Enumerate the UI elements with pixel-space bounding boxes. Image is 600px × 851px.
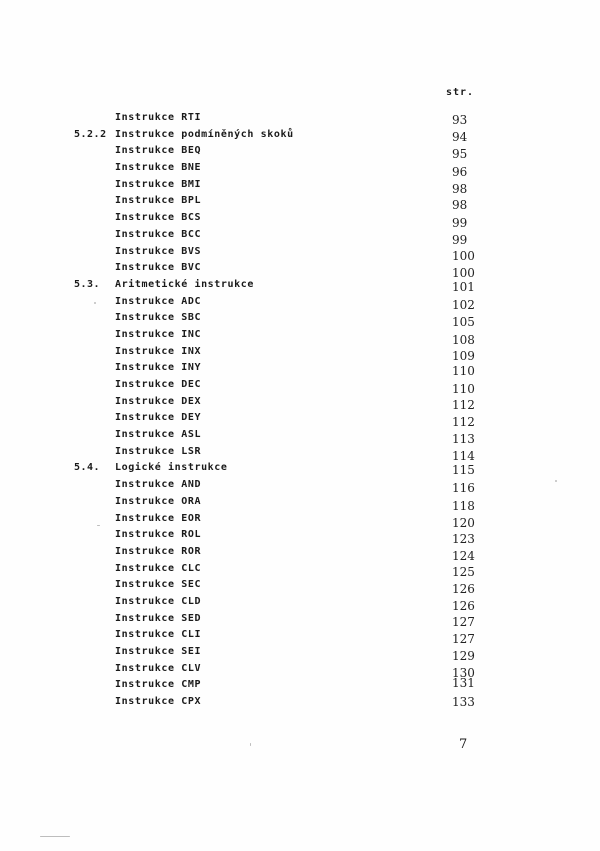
- toc-page-number: 126: [452, 598, 475, 613]
- toc-entry: [0, 346, 600, 363]
- toc-entry: [0, 279, 600, 296]
- toc-section-number: 5.4.: [74, 462, 101, 474]
- toc-entry-title: Instrukce DEX: [115, 395, 202, 407]
- toc-entry-title: Instrukce CLV: [115, 662, 202, 674]
- toc-entry: [0, 646, 600, 663]
- toc-entry-title: Instrukce ADC: [115, 295, 202, 307]
- scan-speck: [555, 480, 557, 482]
- toc-page-number: 113: [452, 432, 475, 447]
- toc-page-number: 98: [452, 181, 468, 196]
- toc-entry: [0, 696, 600, 713]
- toc-entry: [0, 663, 600, 680]
- toc-entry: [0, 462, 600, 479]
- toc-page-number: 131: [452, 676, 475, 691]
- page-number: 7: [459, 737, 468, 752]
- toc-entry: [0, 513, 600, 530]
- toc-entry-title: Instrukce BNE: [115, 162, 202, 174]
- toc-entry: [0, 179, 600, 196]
- toc-entry-title: Logické instrukce: [115, 462, 228, 474]
- toc-page-number: 125: [452, 564, 475, 579]
- toc-section-number: 5.2.2: [74, 128, 107, 140]
- toc-page-number: 130: [452, 665, 475, 680]
- toc-page-number: 110: [452, 364, 475, 379]
- toc-page-number: 94: [452, 129, 468, 144]
- toc-entry-title: Instrukce EOR: [115, 512, 202, 524]
- toc-page-number: 100: [452, 248, 475, 263]
- toc-entry-title: Instrukce BCS: [115, 212, 202, 224]
- toc-entry-title: Instrukce RTI: [115, 112, 202, 123]
- toc-entry-title: Instrukce SEI: [115, 646, 202, 657]
- toc-entry-title: Instrukce CMP: [115, 679, 202, 691]
- toc-page-number: 114: [452, 448, 475, 463]
- toc-page-number: 95: [452, 147, 468, 162]
- toc-entry: [0, 246, 600, 263]
- toc-page-number: 101: [452, 279, 475, 294]
- toc-page-number: 118: [452, 498, 475, 513]
- scan-speck: [94, 302, 96, 304]
- table-of-contents: [0, 112, 600, 713]
- toc-page-number: 96: [452, 165, 468, 180]
- toc-entry-title: Instrukce SED: [115, 612, 202, 624]
- toc-entry-title: Instrukce ROR: [115, 545, 202, 557]
- toc-entry-title: Instrukce podmíněných skoků: [115, 128, 294, 140]
- toc-page-number: 99: [452, 232, 468, 247]
- toc-entry-title: Instrukce INC: [115, 328, 202, 340]
- toc-entry-title: Instrukce DEY: [115, 412, 202, 424]
- toc-entry: [0, 112, 600, 129]
- toc-entry: [0, 563, 600, 580]
- toc-page-number: 105: [452, 315, 475, 330]
- toc-entry-title: Instrukce CLI: [115, 629, 202, 641]
- toc-entry-title: Instrukce AND: [115, 479, 202, 491]
- toc-page-number: 110: [452, 382, 475, 396]
- toc-entry-title: Instrukce ORA: [115, 495, 202, 507]
- toc-entry: [0, 212, 600, 229]
- toc-page-number: 133: [452, 695, 475, 710]
- toc-entry: [0, 129, 600, 146]
- toc-entry: [0, 429, 600, 446]
- toc-entry: [0, 229, 600, 246]
- toc-page-number: 108: [452, 332, 475, 347]
- toc-entry: [0, 296, 600, 313]
- toc-entry: [0, 479, 600, 496]
- toc-entry-title: Instrukce DEC: [115, 379, 202, 390]
- toc-entry-title: Instrukce BPL: [115, 195, 202, 207]
- toc-page-number: 129: [452, 649, 475, 663]
- toc-entry-title: Instrukce ROL: [115, 529, 202, 541]
- toc-entry-title: Instrukce CPX: [115, 696, 202, 708]
- toc-entry: [0, 613, 600, 630]
- toc-entry-title: Instrukce BCC: [115, 228, 202, 240]
- toc-page-number: 93: [452, 113, 468, 127]
- toc-entry-title: Instrukce BEQ: [115, 145, 202, 157]
- toc-entry: [0, 529, 600, 546]
- toc-entry: [0, 629, 600, 646]
- toc-page-number: 127: [452, 614, 475, 629]
- toc-entry: [0, 312, 600, 329]
- toc-page-number: 123: [452, 532, 475, 547]
- toc-entry-title: Instrukce CLD: [115, 595, 202, 607]
- toc-entry: [0, 262, 600, 279]
- toc-entry: [0, 676, 600, 696]
- toc-entry-title: Instrukce SBC: [115, 312, 202, 324]
- page-column-header: str.: [446, 87, 475, 98]
- toc-entry-title: Instrukce LSR: [115, 445, 202, 457]
- toc-entry: [0, 546, 600, 563]
- toc-entry: [0, 446, 600, 463]
- scan-speck: [97, 525, 100, 526]
- toc-entry-title: Instrukce CLC: [115, 562, 202, 574]
- toc-entry: [0, 396, 600, 413]
- toc-page-number: 116: [452, 481, 475, 496]
- toc-page-number: 100: [452, 266, 475, 281]
- toc-entry-title: Instrukce BVS: [115, 245, 202, 257]
- toc-entry: [0, 195, 600, 212]
- toc-page-number: 98: [452, 198, 468, 213]
- toc-entry-title: Instrukce INY: [115, 362, 202, 374]
- toc-page-number: 102: [452, 297, 475, 312]
- toc-page-number: 112: [452, 397, 475, 412]
- toc-entry-title: Instrukce BMI: [115, 178, 202, 190]
- toc-entry: [0, 145, 600, 162]
- toc-page-number: 115: [452, 463, 475, 478]
- toc-page-number: 112: [452, 415, 475, 430]
- toc-entry-title: Aritmetické instrukce: [115, 278, 255, 290]
- toc-section-number: 5.3.: [74, 278, 101, 290]
- toc-entry-title: Instrukce BVC: [115, 262, 202, 274]
- toc-entry-title: Instrukce ASL: [115, 429, 202, 441]
- toc-page-number: 127: [452, 632, 475, 647]
- scan-speck: [250, 743, 251, 746]
- toc-entry: [0, 579, 600, 596]
- toc-entry: [0, 596, 600, 613]
- toc-entry-title: Instrukce SEC: [115, 579, 202, 591]
- toc-page-number: 126: [452, 582, 475, 597]
- toc-entry-title: Instrukce INX: [115, 345, 202, 357]
- toc-page-number: 124: [452, 548, 475, 563]
- scan-speck: [40, 836, 70, 837]
- toc-entry: [0, 362, 600, 379]
- toc-entry: [0, 412, 600, 429]
- toc-entry: [0, 162, 600, 179]
- toc-entry: [0, 496, 600, 513]
- toc-page-number: 109: [452, 348, 475, 363]
- toc-page-number: 99: [452, 216, 468, 231]
- toc-entry: [0, 379, 600, 396]
- toc-page-number: 120: [452, 515, 475, 530]
- toc-entry: [0, 329, 600, 346]
